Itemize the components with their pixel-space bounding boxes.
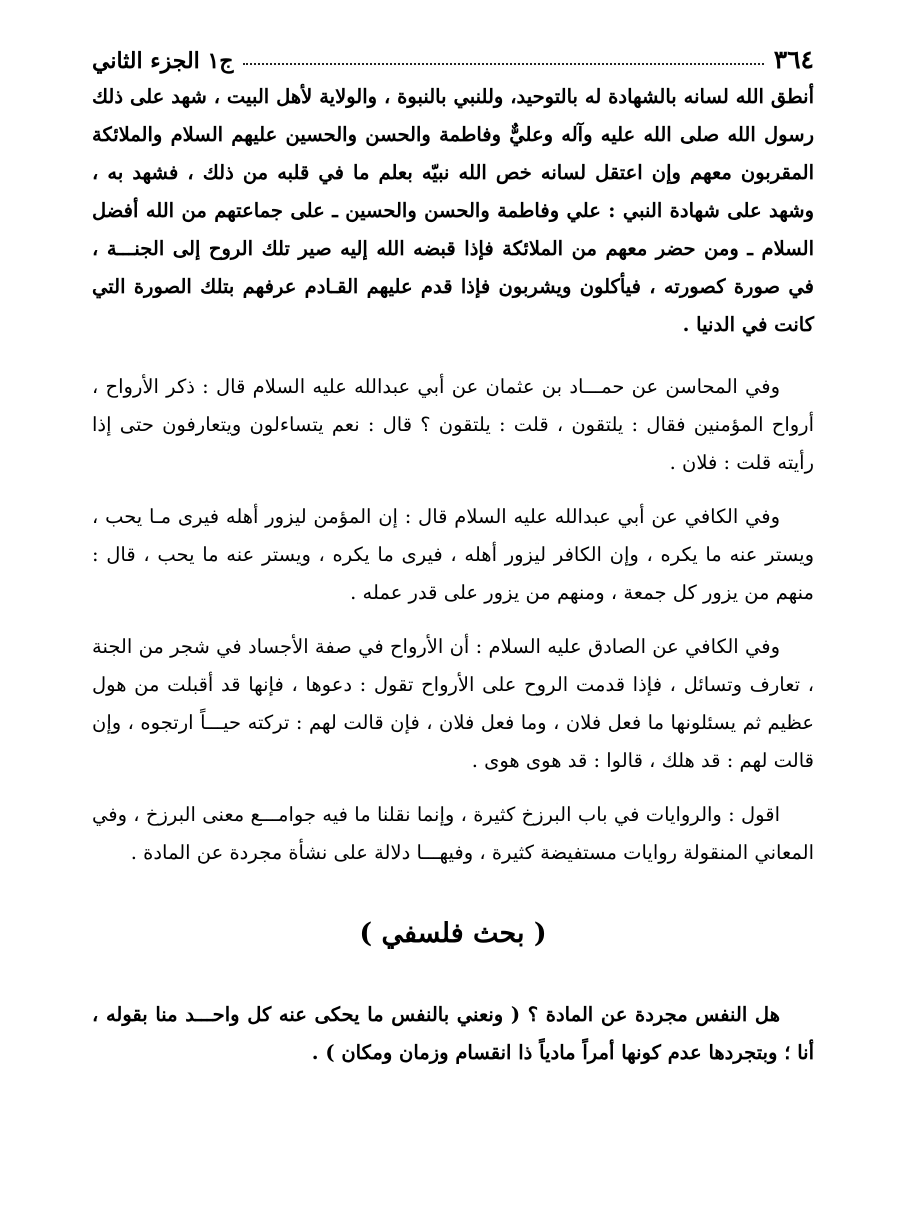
paragraph-1: أنطق الله لسانه بالشهادة له بالتوحيد، وللنبي بالنبوة ، والولاية لأهل البيت ، شهد على ذلك رسول الله صلى الله عليه وآله وعليٌّ وفاطمة والحسن والحسين عليهم السلام والملائكة المقربون معهم وإن اعتقل لسانه خص الله نبيّه بعلم ما في قلبه من ذلك ، فشهد به ، وشهد على شهادة النبي : علي وفاطمة والحسن والحسين ـ على جماعتهم من الله أفضل السلام ـ ومن حضر معهم من الملائكة فإذا قبضه الله إليه صير تلك الروح إلى الجنـــة ، في صورة كصورته ، فيأكلون ويشربون فإذا قدم عليهم القـادم عرفهم بتلك الصورة التي كانت في الدنيا . <box>92 85 814 336</box>
header-dotted-rule <box>243 63 763 65</box>
paragraph-2: وفي المحاسن عن حمـــاد بن عثمان عن أبي عبدالله عليه السلام قال : ذكر الأرواح ، أرواح المؤمنين فقال : يلتقون ، قلت : يلتقون ؟ قال : نعم يتساءلون ويتعارفون حتى إذا رأيته قلت : فلان . <box>92 375 814 474</box>
paragraph-5: اقول : والروايات في باب البرزخ كثيرة ، وإنما نقلنا ما فيه جوامـــع معنى البرزخ ، وفي المعاني المنقولة روايات مستفيضة كثيرة ، وفيهـــا دلالة على نشأة مجردة عن المادة . <box>92 803 814 864</box>
section-title: ( بحث فلسفي ) <box>359 918 547 949</box>
paragraph-4: وفي الكافي عن الصادق عليه السلام : أن الأرواح في صفة الأجساد في شجر من الجنة ، تعارف وتسائل ، فإذا قدمت الروح على الأرواح تقول : دعوها ، فإنها قد أقبلت من هول عظيم ثم يسئلونها ما فعل فلان ، وما فعل فلان ، فإن قالت لهم : تركته حيـــاً ارتجوه ، وإن قالت لهم : قد هلك ، قالوا : قد هوى هوى . <box>92 635 814 772</box>
paragraph-3: وفي الكافي عن أبي عبدالله عليه السلام قال : إن المؤمن ليزور أهله فيرى مـا يحب ، ويستر عنه ما يكره ، وإن الكافر ليزور أهله ، فيرى ما يكره ، ويستر عنه ما يحب ، قال : منهم من يزور كل جمعة ، ومنهم من يزور على قدر عمله . <box>92 505 814 604</box>
page-header <box>92 34 814 74</box>
page-number: ٣٦٤ <box>773 45 814 74</box>
running-title: ج١ الجزء الثاني <box>92 48 234 74</box>
book-page <box>92 34 814 1072</box>
final-paragraph: هل النفس مجردة عن المادة ؟ ( ونعني بالنفس ما يحكى عنه كل واحـــد منا بقوله ، أنا ؛ وبتجردها عدم كونها أمراً مادياً ذا انقسام وزمان ومكان ) . <box>92 1003 814 1064</box>
